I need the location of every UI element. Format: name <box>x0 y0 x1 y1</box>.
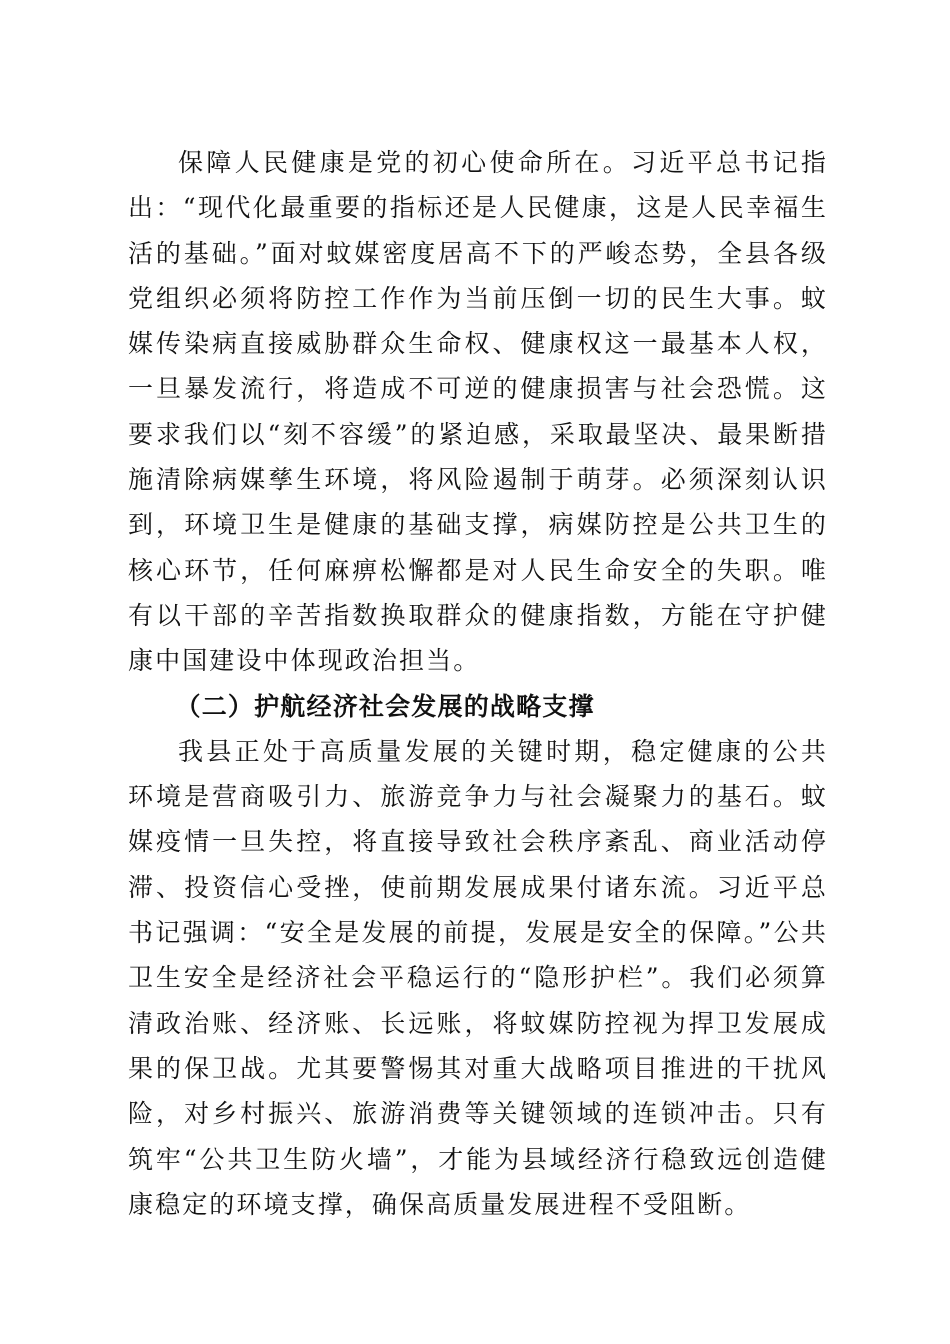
paragraph-people-health: 保障人民健康是党的初心使命所在。习近平总书记指出：“现代化最重要的指标还是人民健康，这是人民幸福生活的基础。”面对蚊媒密度居高不下的严峻态势，全县各级党组织必须将防控工作作为当前压倒一切的民生大事。蚊媒传染病直接威胁群众生命权、健康权这一最基本人权，一旦暴发流行，将造成不可逆的健康损害与社会恐慌。这要求我们以“刻不容缓”的紧迫感，采取最坚决、最果断措施清除病媒孳生环境，将风险遏制于萌芽。必须深刻认识到，环境卫生是健康的基础支撑，病媒防控是公共卫生的核心环节，任何麻痹松懈都是对人民生命安全的失职。唯有以干部的辛苦指数换取群众的健康指数，方能在守护健康中国建设中体现政治担当。 <box>128 148 828 676</box>
document-body <box>128 140 828 1227</box>
section-heading-economic-support: （二）护航经济社会发展的战略支撑 <box>175 691 595 721</box>
paragraph-economic-development: 我县正处于高质量发展的关键时期，稳定健康的公共环境是营商吸引力、旅游竞争力与社会凝聚力的基石。蚊媒疫情一旦失控，将直接导致社会秩序紊乱、商业活动停滞、投资信心受挫，使前期发展成果付诸东流。习近平总书记强调：“安全是发展的前提，发展是安全的保障。”公共卫生安全是经济社会平稳运行的“隐形护栏”。我们必须算清政治账、经济账、长远账，将蚊媒防控视为捍卫发展成果的保卫战。尤其要警惕其对重大战略项目推进的干扰风险，对乡村振兴、旅游消费等关键领域的连锁冲击。只有筑牢“公共卫生防火墙”，才能为县域经济行稳致远创造健康稳定的环境支撑，确保高质量发展进程不受阻断。 <box>128 736 828 1219</box>
